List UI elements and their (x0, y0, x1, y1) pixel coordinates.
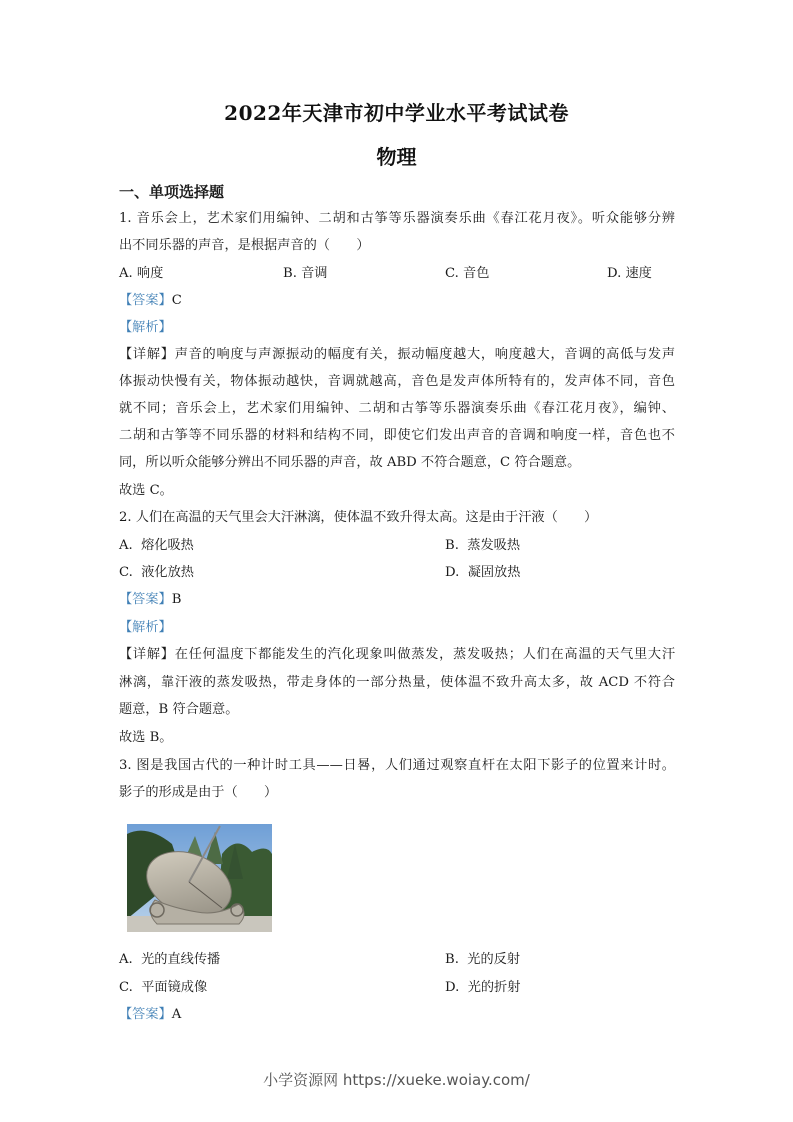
answer-value: A (171, 1007, 182, 1022)
option-a (119, 951, 220, 969)
detail-line (119, 646, 675, 664)
answer-line (119, 292, 182, 310)
option-text: 速度 (625, 266, 652, 281)
option-c (445, 265, 489, 283)
option-d (445, 564, 520, 582)
detail-line: 就不同；音乐会上，艺术家们用编钟、二胡和古筝等乐器演奏乐曲《春江花月夜》，编钟、 (119, 401, 675, 416)
document-subject: 物理 (376, 145, 417, 169)
detail-text: 在任何温度下都能发生的汽化现象叫做蒸发，蒸发吸热；人们在高温的天气里大汗 (174, 647, 676, 662)
option-text: 音调 (301, 266, 328, 281)
detail-tag: 【详解】 (119, 647, 175, 662)
option-text: 液化放热 (141, 565, 194, 580)
question-stem: 2. 人们在高温的天气里会大汗淋漓，使体温不致升得太高。这是由于汗液（ ） (119, 510, 598, 525)
option-a (119, 537, 194, 555)
option-text: 平面镜成像 (141, 980, 208, 995)
option-b (283, 265, 327, 283)
option-text: 光的直线传播 (141, 952, 221, 967)
conclusion: 故选 B。 (119, 730, 173, 745)
option-c (119, 564, 194, 582)
answer-line (119, 1006, 181, 1024)
section-heading: 一、单项选择题 (119, 183, 225, 201)
answer-line (119, 591, 181, 609)
question-stem: 影子的形成是由于（ ） (119, 785, 278, 800)
option-d (445, 979, 520, 997)
conclusion: 故选 C。 (119, 483, 173, 498)
footer-watermark: 小学资源网 https://xueke.woiay.com/ (263, 1071, 530, 1089)
detail-tag: 【详解】 (119, 347, 175, 362)
detail-line: 二胡和古筝等不同乐器的材料和结构不同，即使它们发出声音的音调和响度一样，音色也不 (119, 428, 675, 443)
detail-line: 淋漓，靠汗液的蒸发吸热，带走身体的一部分热量，使体温不致升高太多，故 ACD 不符合 (119, 675, 675, 690)
option-key: B. (445, 952, 459, 967)
detail-line: 同，所以听众能够分辨出不同乐器的声音，故 ABD 不符合题意，C 符合题意。 (119, 455, 581, 470)
option-text: 音色 (463, 266, 490, 281)
option-key: D. (445, 565, 460, 580)
option-text: 响度 (136, 266, 164, 281)
option-key: D. (445, 980, 460, 995)
answer-value: B (171, 592, 182, 607)
option-a (119, 265, 163, 283)
option-key: D. (607, 266, 622, 281)
detail-line: 题意，B 符合题意。 (119, 702, 239, 717)
option-key: A. (119, 538, 133, 553)
option-b (445, 951, 520, 969)
option-text: 光的折射 (467, 980, 521, 995)
option-key: C. (119, 980, 133, 995)
question-stem: 出不同乐器的声音，是根据声音的（ ） (119, 238, 370, 253)
option-key: B. (283, 266, 297, 281)
option-b (445, 537, 520, 555)
option-d (607, 265, 652, 283)
sundial-photo-icon (127, 824, 272, 932)
sundial-image (127, 824, 272, 932)
analysis-tag: 【解析】 (119, 320, 172, 335)
answer-tag: 【答案】 (119, 1007, 172, 1022)
document-title: 2022年天津市初中学业水平考试试卷 (224, 101, 569, 125)
option-key: B. (445, 538, 459, 553)
detail-line: 体振动快慢有关，物体振动越快，音调就越高，音色是发声体所特有的，发声体不同，音色 (119, 374, 675, 389)
option-key: C. (119, 565, 133, 580)
option-key: A. (119, 266, 133, 281)
option-text: 光的反射 (467, 952, 521, 967)
option-c (119, 979, 207, 997)
question-stem: 3. 图是我国古代的一种计时工具——日晷，人们通过观察直杆在太阳下影子的位置来计时。 (119, 758, 675, 773)
question-stem: 1. 音乐会上，艺术家们用编钟、二胡和古筝等乐器演奏乐曲《春江花月夜》。听众能够分辨 (119, 211, 675, 226)
detail-line (119, 346, 675, 364)
option-key: C. (445, 266, 459, 281)
detail-text: 声音的响度与声源振动的幅度有关，振动幅度越大，响度越大，音调的高低与发声 (174, 347, 676, 362)
answer-tag: 【答案】 (119, 592, 172, 607)
option-text: 凝固放热 (467, 565, 521, 580)
option-text: 熔化吸热 (141, 538, 194, 553)
option-key: A. (119, 952, 133, 967)
analysis-tag: 【解析】 (119, 620, 172, 635)
answer-tag: 【答案】 (119, 293, 172, 308)
option-text: 蒸发吸热 (467, 538, 521, 553)
answer-value: C (171, 293, 182, 308)
